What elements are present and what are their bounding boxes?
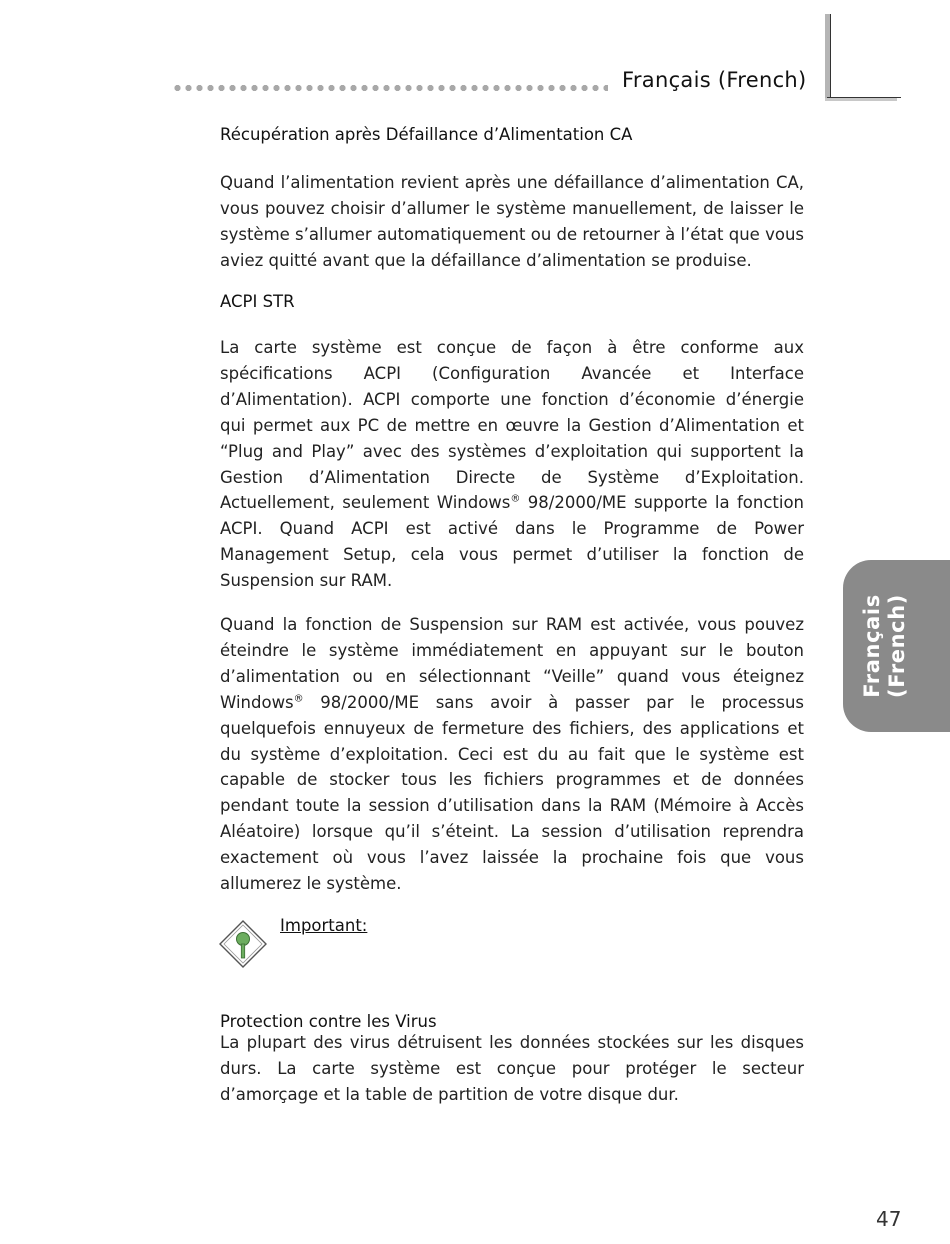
corner-mark-horizontal-shadow: [825, 98, 897, 101]
side-tab-line2: (French): [885, 594, 909, 698]
acpi-1-text-a: La carte système est conçue de façon à être conforme aux spécifications ACPI (Configuration Avancée et Interface d’Alimentation). ACPI comporte une fonction d’économie d’énergie qui permet aux PC de mettre en œuvre la Gestion d’Alimentation et “Plug and Play” avec des systèmes d’exploitation qui supportent la Gestion d’Alimentation Directe de Système d’Exploitation. Actuellement, seulement Windows: [220, 338, 804, 513]
paragraph-power-loss: Quand l’alimentation revient après une défaillance d’alimentation CA, vous pouvez choisir d’allumer le système manuellement, de laisser le système s’allumer automatiquement ou de retourner à l’état que vous aviez quitté avant que la défaillance d’alimentation se produise.: [220, 173, 804, 270]
heading-acpi-str: ACPI STR: [220, 292, 295, 311]
heading-virus-protection: Protection contre les Virus: [220, 1012, 437, 1031]
side-tab-label: [860, 594, 910, 698]
acpi-2-text-a: Quand la fonction de Suspension sur RAM est activée, vous pouvez éteindre le système immédiatement en appuyant sur le bouton d’alimentation ou en sélectionnant “Veille” quand vous éteignez Windows: [220, 615, 804, 712]
language-side-tab: [843, 560, 950, 732]
registered-mark: ®: [293, 693, 304, 705]
page-number: 47: [876, 1207, 902, 1231]
page-header-title: Français (French): [622, 68, 807, 92]
paragraph-acpi-2: [220, 612, 804, 897]
important-label: Important:: [280, 916, 368, 935]
paragraph-acpi-1: [220, 335, 804, 594]
heading-power-loss-recovery: Récupération après Défaillance d’Alimentation CA: [220, 125, 633, 144]
acpi-2-text-b: 98/2000/ME sans avoir à passer par le processus quelquefois ennuyeux de fermeture des fichiers, des applications et du système d’exploitation. Ceci est du au fait que le système est capable de stocker tous les fichiers programmes et de données pendant toute la session d’utilisation dans la RAM (Mémoire à Accès Aléatoire) lorsque qu’il s’éteint. La session d’utilisation reprendra exactement où vous l’avez laissée la prochaine fois que vous allumerez le système.: [220, 692, 804, 894]
key-diamond-icon: [219, 920, 267, 968]
corner-mark-horizontal: [827, 97, 901, 98]
acpi-1-text-b: 98/2000/ME supporte la fonction ACPI. Quand ACPI est activé dans le Programme de Power Management Setup, cela vous permet d’utiliser la fonction de Suspension sur RAM.: [220, 493, 804, 591]
registered-mark: ®: [510, 493, 521, 505]
side-tab-line1: Français: [860, 594, 884, 698]
corner-mark-vertical-line: [830, 14, 831, 98]
header-dotted-rule: [172, 84, 608, 92]
paragraph-virus: La plupart des virus détruisent les données stockées sur les disques durs. La carte système est conçue pour protéger le secteur d’amorçage et la table de partition de votre disque dur.: [220, 1033, 804, 1104]
